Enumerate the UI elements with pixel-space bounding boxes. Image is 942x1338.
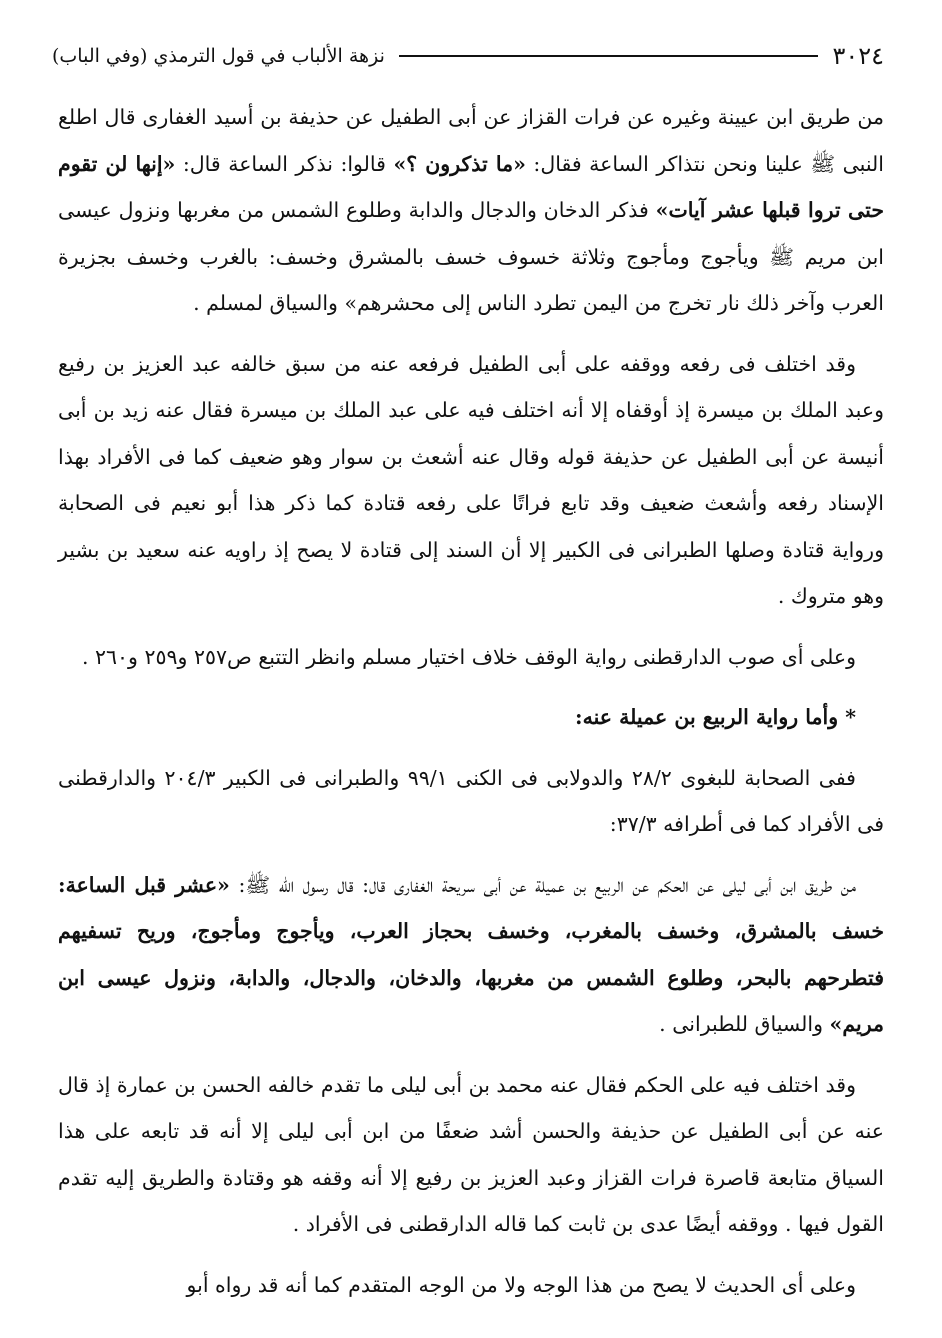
text-segment: وعلى أى صوب الدارقطنى رواية الوقف خلاف اختيار مسلم وانظر التتبع ص٢٥٧ و٢٥٩ و٢٦٠ . <box>81 644 856 669</box>
body-paragraph <box>58 1062 884 1248</box>
page-body <box>58 94 884 1308</box>
text-segment: من طريق ابن عيينة وغيره عن فرات القزاز عن أبى الطفيل عن حذيفة بن أسيد الغفارى قال اطلع النبى ﷺ علينا ونحن نتذاكر الساعة فقال: <box>58 105 884 176</box>
hadith-quote: «عشر قبل الساعة: خسف بالمشرق، وخسف بالمغرب، وخسف بحجاز العرب، ويأجوج ومأجوج، وريح تسفيهم فتطرحهم بالبحر، وطلوع الشمس من مغربها، والدخان، والدجال، والدابة، ونزول عيسى ابن مريم» <box>58 872 884 1036</box>
page-header <box>52 38 884 74</box>
body-paragraph <box>58 1262 884 1309</box>
text-segment: والسياق للطبرانى . <box>659 1012 830 1036</box>
body-paragraph <box>58 341 884 620</box>
body-paragraph <box>58 634 884 681</box>
body-paragraph <box>58 755 884 848</box>
text-segment: قالوا: نذكر الساعة قال: <box>175 151 394 176</box>
body-paragraph <box>58 862 884 1048</box>
hadith-quote: «ما تذكرون ؟» <box>393 151 526 176</box>
body-paragraph <box>58 94 884 327</box>
text-segment: فذكر الدخان والدجال والدابة وطلوع الشمس من مغربها ونزول عيسى ابن مريم ﷺ ويأجوج ومأجوج وثلاثة خسوف خسف بالمشرق وخسف: بالغرب وخسف بجزيرة العرب وآخر ذلك نار تخرج من اليمن تطرد الناس إلى محشرهم» والسياق لمسلم . <box>58 198 884 315</box>
text-segment: وعلى أى الحديث لا يصح من هذا الوجه ولا من الوجه المتقدم كما أنه قد رواه أبو <box>186 1272 856 1297</box>
hadith-quote: «إنها لن تقوم حتى تروا قبلها عشر آيات» <box>58 151 884 222</box>
section-heading <box>58 694 884 741</box>
text-segment: من طريق ابن أبى ليلى عن الحكم عن الربيع بن عميلة عن أبى سريحة الغفارى قال: قال رسول الله ﷺ: <box>229 872 856 897</box>
text-segment: ففى الصحابة للبغوى ٢٨/٢ والدولابى فى الكنى ٩٩/١ والطبرانى فى الكبير ٢٠٤/٣ والدارقطنى فى الأفراد كما فى أطرافه ٣٧/٣: <box>58 765 884 836</box>
hadith-quote: * وأما رواية الربيع بن عميلة عنه: <box>575 705 856 729</box>
running-title: نزهة الألباب في قول الترمذي (وفي الباب) <box>52 45 385 67</box>
header-rule <box>399 55 819 57</box>
text-segment: وقد اختلف فيه على الحكم فقال عنه محمد بن أبى ليلى ما تقدم خالفه الحسن بن عمارة إذ قال عنه عن أبى الطفيل عن حذيفة والحسن أشد ضعفًا من ابن أبى ليلى إلا أنه قد تابعه على هذا السياق متابعة قاصرة فرات القزاز وعبد العزيز بن رفيع إلا أنه وقفه هو وقتادة والطريق إليه تقدم القول فيها . ووقفه أيضًا عدى بن ثابت كما قاله الدارقطنى فى الأفراد . <box>58 1072 884 1236</box>
page-number: ٣٠٢٤ <box>832 42 884 70</box>
text-segment: وقد اختلف فى رفعه ووقفه على أبى الطفيل فرفعه عنه من سبق خالفه عبد العزيز بن رفيع وعبد الملك بن ميسرة إذ أوقفاه إلا أنه اختلف فيه على عبد الملك بن ميسرة فقال عنه زيد بن أبى أنيسة عن أبى الطفيل عن حذيفة قوله وقال عنه أشعث بن سوار وهو ضعيف كما فى الأفراد بهذا الإسناد رفعه وأشعث ضعيف وقد تابع فراتًا على رفعه قتادة كما ذكر هذا أبو نعيم فى الصحابة ورواية قتادة وصلها الطبرانى فى الكبير إلا أن السند إلى قتادة لا يصح إذ راويه عنه سعيد بن بشير وهو متروك . <box>58 351 884 608</box>
